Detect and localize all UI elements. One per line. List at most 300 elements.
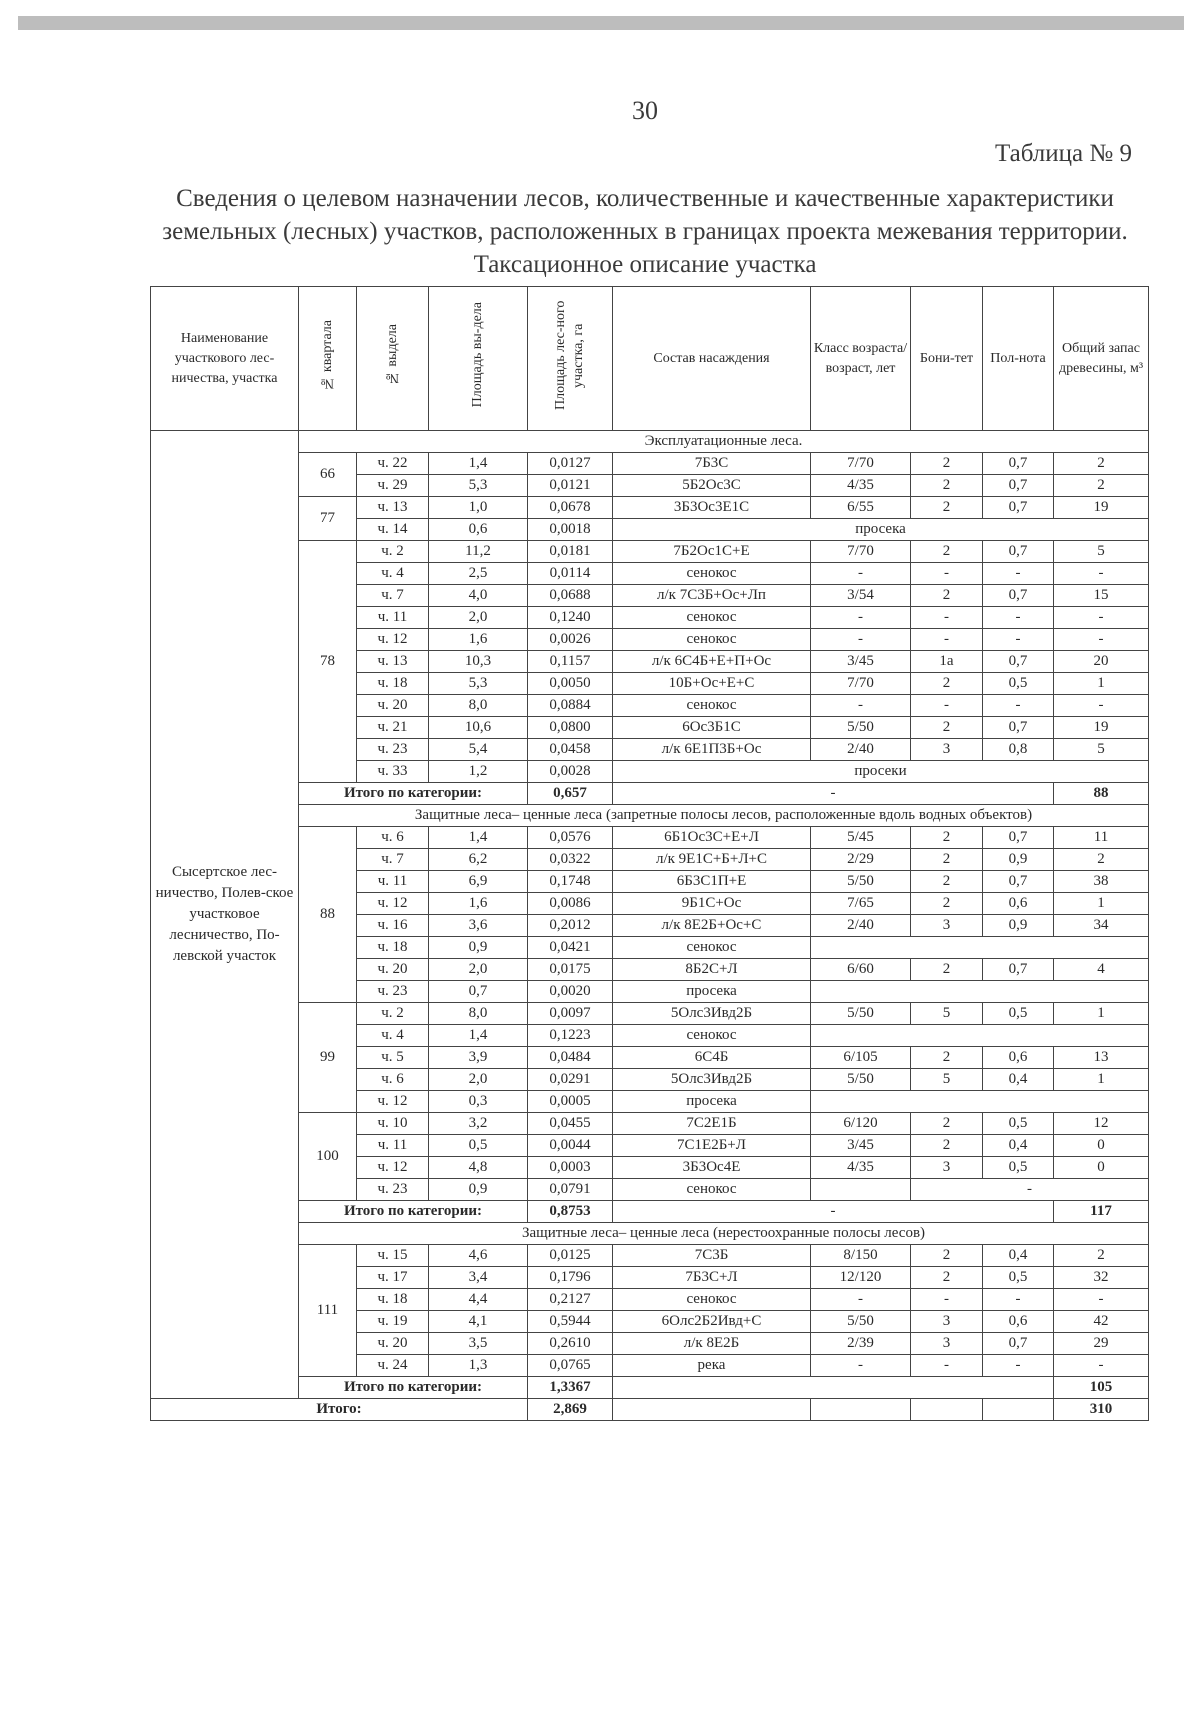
klass-cell: 6/120 xyxy=(811,1113,911,1135)
grand-total-zapas: 310 xyxy=(1054,1399,1149,1421)
bonitet-cell: 1а xyxy=(911,651,983,673)
zapas-cell: 0 xyxy=(1054,1157,1149,1179)
bonitet-cell: - xyxy=(911,1289,983,1311)
header-vydel: № выдела xyxy=(357,287,429,431)
zapas-cell: 5 xyxy=(1054,739,1149,761)
area-vydel-cell: 3,2 xyxy=(429,1113,528,1135)
area-vydel-cell: 3,4 xyxy=(429,1267,528,1289)
klass-cell: 6/60 xyxy=(811,959,911,981)
scan-top-bar xyxy=(18,16,1184,30)
polnota-cell: - xyxy=(983,695,1054,717)
sostav-cell: сенокос xyxy=(613,1179,811,1201)
header-bonitet: Бони-тет xyxy=(911,287,983,431)
polnota-cell: - xyxy=(983,607,1054,629)
area-vydel-cell: 1,4 xyxy=(429,827,528,849)
vydel-cell: ч. 16 xyxy=(357,915,429,937)
zapas-cell: 38 xyxy=(1054,871,1149,893)
area-forest-cell: 0,2127 xyxy=(528,1289,613,1311)
area-vydel-cell: 1,6 xyxy=(429,629,528,651)
bonitet-cell: 2 xyxy=(911,497,983,519)
polnota-cell: 0,6 xyxy=(983,1311,1054,1333)
vydel-cell: ч. 19 xyxy=(357,1311,429,1333)
total-area: 0,657 xyxy=(528,783,613,805)
area-forest-cell: 0,0050 xyxy=(528,673,613,695)
area-forest-cell: 0,0678 xyxy=(528,497,613,519)
area-vydel-cell: 8,0 xyxy=(429,1003,528,1025)
bonitet-cell: - xyxy=(911,607,983,629)
bonitet-cell: - xyxy=(911,1355,983,1377)
area-vydel-cell: 8,0 xyxy=(429,695,528,717)
sostav-cell: 7С3Б xyxy=(613,1245,811,1267)
vydel-cell: ч. 18 xyxy=(357,937,429,959)
vydel-cell: ч. 12 xyxy=(357,1157,429,1179)
header-area-vydel: Площадь вы-дела xyxy=(429,287,528,431)
vydel-cell: ч. 20 xyxy=(357,959,429,981)
polnota-cell: 0,9 xyxy=(983,849,1054,871)
bonitet-cell: 2 xyxy=(911,1113,983,1135)
sostav-cell: 6Б1Ос3С+Е+Л xyxy=(613,827,811,849)
vydel-cell: ч. 14 xyxy=(357,519,429,541)
zapas-cell: - xyxy=(1054,1355,1149,1377)
area-forest-cell: 0,0005 xyxy=(528,1091,613,1113)
zapas-cell: 2 xyxy=(1054,1245,1149,1267)
grand-total-label: Итого: xyxy=(151,1399,528,1421)
table-row xyxy=(151,1003,1149,1025)
zapas-cell: 1 xyxy=(1054,1069,1149,1091)
quarter-cell: 88 xyxy=(299,827,357,1003)
total-zapas: 88 xyxy=(1054,783,1149,805)
zapas-cell: - xyxy=(1054,607,1149,629)
polnota-cell: 0,5 xyxy=(983,673,1054,695)
sostav-cell: 3Б3Ос4Е xyxy=(613,1157,811,1179)
area-forest-cell: 0,0097 xyxy=(528,1003,613,1025)
klass-cell: 7/70 xyxy=(811,453,911,475)
section-row xyxy=(151,1223,1149,1245)
zapas-cell: 12 xyxy=(1054,1113,1149,1135)
total-row xyxy=(151,783,1149,805)
empty-cell xyxy=(811,1091,1149,1113)
vydel-cell: ч. 4 xyxy=(357,563,429,585)
sostav-cell: л/к 8Е2Б xyxy=(613,1333,811,1355)
vydel-cell: ч. 18 xyxy=(357,1289,429,1311)
polnota-cell: 0,7 xyxy=(983,497,1054,519)
polnota-cell: 0,8 xyxy=(983,739,1054,761)
vydel-cell: ч. 2 xyxy=(357,541,429,563)
sostav-cell: 9Б1С+Ос xyxy=(613,893,811,915)
area-vydel-cell: 5,3 xyxy=(429,475,528,497)
total-zapas: 105 xyxy=(1054,1377,1149,1399)
empty-cell xyxy=(911,1399,983,1421)
bonitet-cell: 2 xyxy=(911,673,983,695)
sostav-cell: просека xyxy=(613,981,811,1003)
area-forest-cell: 0,0688 xyxy=(528,585,613,607)
vydel-cell: ч. 18 xyxy=(357,673,429,695)
sostav-cell: сенокос xyxy=(613,563,811,585)
zapas-cell: 5 xyxy=(1054,541,1149,563)
total-area: 1,3367 xyxy=(528,1377,613,1399)
area-vydel-cell: 0,6 xyxy=(429,519,528,541)
vydel-cell: ч. 29 xyxy=(357,475,429,497)
zapas-cell: 34 xyxy=(1054,915,1149,937)
forestry-name: Сысертское лес-ничество, Полев-ское участковое лесничество, По-левской участок xyxy=(151,431,299,1399)
klass-cell: 5/45 xyxy=(811,827,911,849)
klass-cell: 12/120 xyxy=(811,1267,911,1289)
total-area: 0,8753 xyxy=(528,1201,613,1223)
sostav-cell: л/к 9Е1С+Б+Л+С xyxy=(613,849,811,871)
vydel-cell: ч. 23 xyxy=(357,981,429,1003)
polnota-cell: 0,5 xyxy=(983,1003,1054,1025)
area-vydel-cell: 4,1 xyxy=(429,1311,528,1333)
area-vydel-cell: 1,4 xyxy=(429,1025,528,1047)
section-title: Защитные леса– ценные леса (запретные полосы лесов, расположенные вдоль водных объектов) xyxy=(299,805,1149,827)
grand-total-row xyxy=(151,1399,1149,1421)
klass-cell: 7/70 xyxy=(811,541,911,563)
empty-cell xyxy=(811,981,1149,1003)
header-polnota: Пол-нота xyxy=(983,287,1054,431)
section-row xyxy=(151,431,1149,453)
polnota-cell: 0,4 xyxy=(983,1069,1054,1091)
total-zapas: 117 xyxy=(1054,1201,1149,1223)
empty-cell xyxy=(811,1399,911,1421)
bonitet-cell: 3 xyxy=(911,1333,983,1355)
header-name: Наименование участкового лес-ничества, участка xyxy=(151,287,299,431)
total-dash: - xyxy=(613,1201,1054,1223)
zapas-cell: - xyxy=(1054,563,1149,585)
klass-cell: - xyxy=(811,695,911,717)
polnota-cell: 0,7 xyxy=(983,585,1054,607)
klass-cell: 2/40 xyxy=(811,915,911,937)
sostav-cell: река xyxy=(613,1355,811,1377)
total-label: Итого по категории: xyxy=(299,1201,528,1223)
vydel-cell: ч. 13 xyxy=(357,497,429,519)
bonitet-cell: 2 xyxy=(911,959,983,981)
quarter-cell: 77 xyxy=(299,497,357,541)
bonitet-cell: 3 xyxy=(911,915,983,937)
area-forest-cell: 0,0181 xyxy=(528,541,613,563)
area-forest-cell: 0,0003 xyxy=(528,1157,613,1179)
sostav-cell: 7С2Е1Б xyxy=(613,1113,811,1135)
polnota-cell: 0,7 xyxy=(983,959,1054,981)
area-vydel-cell: 3,9 xyxy=(429,1047,528,1069)
zapas-cell: - xyxy=(1054,695,1149,717)
klass-cell: 4/35 xyxy=(811,1157,911,1179)
zapas-cell: 32 xyxy=(1054,1267,1149,1289)
sostav-cell: 6Олс2Б2Ивд+С xyxy=(613,1311,811,1333)
area-vydel-cell: 1,2 xyxy=(429,761,528,783)
area-vydel-cell: 6,2 xyxy=(429,849,528,871)
sostav-cell: 6С4Б xyxy=(613,1047,811,1069)
area-vydel-cell: 2,5 xyxy=(429,563,528,585)
zapas-cell: 29 xyxy=(1054,1333,1149,1355)
zapas-cell: 19 xyxy=(1054,497,1149,519)
polnota-cell: 0,5 xyxy=(983,1113,1054,1135)
polnota-cell: - xyxy=(983,1355,1054,1377)
area-vydel-cell: 2,0 xyxy=(429,607,528,629)
sostav-cell: л/к 7С3Б+Ос+Лп xyxy=(613,585,811,607)
sostav-cell: просеки xyxy=(613,761,1149,783)
zapas-cell: 1 xyxy=(1054,1003,1149,1025)
sostav-cell: 7Б2Ос1С+Е xyxy=(613,541,811,563)
vydel-cell: ч. 7 xyxy=(357,585,429,607)
area-forest-cell: 0,0576 xyxy=(528,827,613,849)
vydel-cell: ч. 15 xyxy=(357,1245,429,1267)
bonitet-cell: 2 xyxy=(911,1135,983,1157)
polnota-cell: - xyxy=(983,1289,1054,1311)
sostav-cell: л/к 8Е2Б+Ос+С xyxy=(613,915,811,937)
polnota-cell: 0,9 xyxy=(983,915,1054,937)
empty-cell xyxy=(983,1399,1054,1421)
polnota-cell: 0,7 xyxy=(983,871,1054,893)
section-title: Эксплуатационные леса. xyxy=(299,431,1149,453)
zapas-cell: 15 xyxy=(1054,585,1149,607)
grand-total-area: 2,869 xyxy=(528,1399,613,1421)
empty-cell xyxy=(811,1179,911,1201)
total-row xyxy=(151,1201,1149,1223)
header-zapas: Общий запас древесины, м³ xyxy=(1054,287,1149,431)
table-row xyxy=(151,497,1149,519)
area-vydel-cell: 2,0 xyxy=(429,1069,528,1091)
klass-cell: 5/50 xyxy=(811,1069,911,1091)
bonitet-cell: - xyxy=(911,629,983,651)
area-vydel-cell: 5,3 xyxy=(429,673,528,695)
vydel-cell: ч. 4 xyxy=(357,1025,429,1047)
sostav-cell: 5Олс3Ивд2Б xyxy=(613,1069,811,1091)
area-vydel-cell: 3,6 xyxy=(429,915,528,937)
zapas-cell: - xyxy=(1054,629,1149,651)
vydel-cell: ч. 12 xyxy=(357,893,429,915)
area-forest-cell: 0,0020 xyxy=(528,981,613,1003)
sostav-cell: сенокос xyxy=(613,629,811,651)
area-forest-cell: 0,1796 xyxy=(528,1267,613,1289)
polnota-cell: 0,7 xyxy=(983,717,1054,739)
area-vydel-cell: 6,9 xyxy=(429,871,528,893)
vydel-cell: ч. 13 xyxy=(357,651,429,673)
klass-cell: - xyxy=(811,607,911,629)
area-vydel-cell: 1,0 xyxy=(429,497,528,519)
header-klass: Класс возраста/ возраст, лет xyxy=(811,287,911,431)
area-vydel-cell: 1,4 xyxy=(429,453,528,475)
vydel-cell: ч. 12 xyxy=(357,1091,429,1113)
polnota-cell: 0,7 xyxy=(983,1333,1054,1355)
area-vydel-cell: 2,0 xyxy=(429,959,528,981)
vydel-cell: ч. 23 xyxy=(357,1179,429,1201)
area-forest-cell: 0,2012 xyxy=(528,915,613,937)
header-area-forest: Площадь лес-ного участка, га xyxy=(528,287,613,431)
area-forest-cell: 0,0086 xyxy=(528,893,613,915)
table-number: Таблица № 9 xyxy=(994,140,1132,167)
vydel-cell: ч. 6 xyxy=(357,1069,429,1091)
klass-cell: 3/45 xyxy=(811,1135,911,1157)
sostav-cell: 6Ос3Б1С xyxy=(613,717,811,739)
bonitet-cell: 2 xyxy=(911,1047,983,1069)
area-vydel-cell: 5,4 xyxy=(429,739,528,761)
polnota-cell: - xyxy=(983,563,1054,585)
polnota-cell: 0,7 xyxy=(983,651,1054,673)
header-kvartal: № квартала xyxy=(299,287,357,431)
bonitet-cell: 2 xyxy=(911,585,983,607)
table-row xyxy=(151,1245,1149,1267)
sostav-cell: сенокос xyxy=(613,1289,811,1311)
area-vydel-cell: 10,3 xyxy=(429,651,528,673)
sostav-cell: 3Б3Ос3Е1С xyxy=(613,497,811,519)
bonitet-cell: 3 xyxy=(911,739,983,761)
sostav-cell: л/к 6С4Б+Е+П+Ос xyxy=(613,651,811,673)
table-row xyxy=(151,1113,1149,1135)
klass-cell: - xyxy=(811,563,911,585)
sostav-cell: л/к 6Е1П3Б+Ос xyxy=(613,739,811,761)
bonitet-cell: 2 xyxy=(911,453,983,475)
polnota-cell: 0,7 xyxy=(983,475,1054,497)
area-forest-cell: 0,0026 xyxy=(528,629,613,651)
bonitet-cell: 2 xyxy=(911,871,983,893)
area-forest-cell: 0,0884 xyxy=(528,695,613,717)
sostav-cell: сенокос xyxy=(613,937,811,959)
klass-cell: 7/65 xyxy=(811,893,911,915)
zapas-cell: 20 xyxy=(1054,651,1149,673)
quarter-cell: 99 xyxy=(299,1003,357,1113)
polnota-cell: 0,7 xyxy=(983,453,1054,475)
klass-cell: 5/50 xyxy=(811,1311,911,1333)
area-forest-cell: 0,1240 xyxy=(528,607,613,629)
zapas-cell: 2 xyxy=(1054,849,1149,871)
polnota-cell: 0,4 xyxy=(983,1245,1054,1267)
empty-cell xyxy=(613,1399,811,1421)
area-forest-cell: 0,0800 xyxy=(528,717,613,739)
area-forest-cell: 0,1223 xyxy=(528,1025,613,1047)
polnota-cell: 0,7 xyxy=(983,541,1054,563)
zapas-cell: 2 xyxy=(1054,453,1149,475)
area-forest-cell: 0,0291 xyxy=(528,1069,613,1091)
area-forest-cell: 0,0125 xyxy=(528,1245,613,1267)
polnota-cell: 0,6 xyxy=(983,893,1054,915)
quarter-cell: 111 xyxy=(299,1245,357,1377)
vydel-cell: ч. 6 xyxy=(357,827,429,849)
klass-cell: 3/45 xyxy=(811,651,911,673)
zapas-cell: 1 xyxy=(1054,893,1149,915)
area-vydel-cell: 4,6 xyxy=(429,1245,528,1267)
vydel-cell: ч. 21 xyxy=(357,717,429,739)
area-vydel-cell: 3,5 xyxy=(429,1333,528,1355)
header-sostav: Состав насаждения xyxy=(613,287,811,431)
klass-cell: 5/50 xyxy=(811,871,911,893)
vydel-cell: ч. 2 xyxy=(357,1003,429,1025)
klass-cell: 2/40 xyxy=(811,739,911,761)
vydel-cell: ч. 17 xyxy=(357,1267,429,1289)
vydel-cell: ч. 24 xyxy=(357,1355,429,1377)
table-row xyxy=(151,453,1149,475)
area-forest-cell: 0,0121 xyxy=(528,475,613,497)
vydel-cell: ч. 11 xyxy=(357,871,429,893)
area-forest-cell: 0,0765 xyxy=(528,1355,613,1377)
vydel-cell: ч. 20 xyxy=(357,1333,429,1355)
vydel-cell: ч. 33 xyxy=(357,761,429,783)
area-vydel-cell: 4,0 xyxy=(429,585,528,607)
area-forest-cell: 0,0455 xyxy=(528,1113,613,1135)
area-forest-cell: 0,0028 xyxy=(528,761,613,783)
sostav-cell: просека xyxy=(613,1091,811,1113)
zapas-cell: 42 xyxy=(1054,1311,1149,1333)
polnota-cell: - xyxy=(983,629,1054,651)
area-forest-cell: 0,0175 xyxy=(528,959,613,981)
area-vydel-cell: 1,3 xyxy=(429,1355,528,1377)
polnota-cell: 0,4 xyxy=(983,1135,1054,1157)
sostav-cell: сенокос xyxy=(613,695,811,717)
area-vydel-cell: 11,2 xyxy=(429,541,528,563)
sostav-cell: сенокос xyxy=(613,1025,811,1047)
area-vydel-cell: 0,5 xyxy=(429,1135,528,1157)
klass-cell: 2/29 xyxy=(811,849,911,871)
total-dash: - xyxy=(613,783,1054,805)
bonitet-cell: 5 xyxy=(911,1003,983,1025)
klass-cell: 3/54 xyxy=(811,585,911,607)
klass-cell: - xyxy=(811,1355,911,1377)
quarter-cell: 66 xyxy=(299,453,357,497)
vydel-cell: ч. 5 xyxy=(357,1047,429,1069)
quarter-cell: 100 xyxy=(299,1113,357,1201)
klass-cell: 5/50 xyxy=(811,1003,911,1025)
area-vydel-cell: 0,7 xyxy=(429,981,528,1003)
vydel-cell: ч. 10 xyxy=(357,1113,429,1135)
zapas-cell: 19 xyxy=(1054,717,1149,739)
zapas-cell: - xyxy=(1054,1289,1149,1311)
klass-cell: - xyxy=(811,629,911,651)
area-forest-cell: 0,2610 xyxy=(528,1333,613,1355)
sostav-cell: 5Б2Ос3С xyxy=(613,475,811,497)
area-forest-cell: 0,0484 xyxy=(528,1047,613,1069)
header-row xyxy=(151,287,1149,431)
empty-cell xyxy=(811,1025,1149,1047)
bonitet-cell: - xyxy=(911,563,983,585)
sostav-cell: 5Олс3Ивд2Б xyxy=(613,1003,811,1025)
area-vydel-cell: 0,9 xyxy=(429,1179,528,1201)
area-forest-cell: 0,0018 xyxy=(528,519,613,541)
bonitet-cell: 2 xyxy=(911,541,983,563)
area-forest-cell: 0,0421 xyxy=(528,937,613,959)
bonitet-cell: 3 xyxy=(911,1157,983,1179)
area-forest-cell: 0,0114 xyxy=(528,563,613,585)
table-row xyxy=(151,827,1149,849)
klass-cell: 2/39 xyxy=(811,1333,911,1355)
zapas-cell: 4 xyxy=(1054,959,1149,981)
empty-cell xyxy=(811,937,1149,959)
zapas-cell: 2 xyxy=(1054,475,1149,497)
area-vydel-cell: 0,3 xyxy=(429,1091,528,1113)
sostav-cell: 7Б3С+Л xyxy=(613,1267,811,1289)
area-vydel-cell: 0,9 xyxy=(429,937,528,959)
zapas-cell: 1 xyxy=(1054,673,1149,695)
area-forest-cell: 0,1157 xyxy=(528,651,613,673)
bonitet-cell: 2 xyxy=(911,849,983,871)
table-row xyxy=(151,541,1149,563)
klass-cell: 7/70 xyxy=(811,673,911,695)
section-title: Защитные леса– ценные леса (нерестоохранные полосы лесов) xyxy=(299,1223,1149,1245)
page-number: 30 xyxy=(632,96,658,125)
bonitet-cell: - xyxy=(911,1179,1149,1201)
zapas-cell: 11 xyxy=(1054,827,1149,849)
polnota-cell: 0,7 xyxy=(983,827,1054,849)
total-row xyxy=(151,1377,1149,1399)
sostav-cell: просека xyxy=(613,519,1149,541)
table-title: Сведения о целевом назначении лесов, количественные и качественные характеристики земельных (лесных) участков, расположенных в границах проекта межевания территории. Таксационное описание участка xyxy=(162,185,1128,278)
zapas-cell: 13 xyxy=(1054,1047,1149,1069)
bonitet-cell: 2 xyxy=(911,475,983,497)
bonitet-cell: 2 xyxy=(911,1267,983,1289)
klass-cell: 8/150 xyxy=(811,1245,911,1267)
area-forest-cell: 0,5944 xyxy=(528,1311,613,1333)
area-forest-cell: 0,0127 xyxy=(528,453,613,475)
vydel-cell: ч. 22 xyxy=(357,453,429,475)
sostav-cell: 8Б2С+Л xyxy=(613,959,811,981)
